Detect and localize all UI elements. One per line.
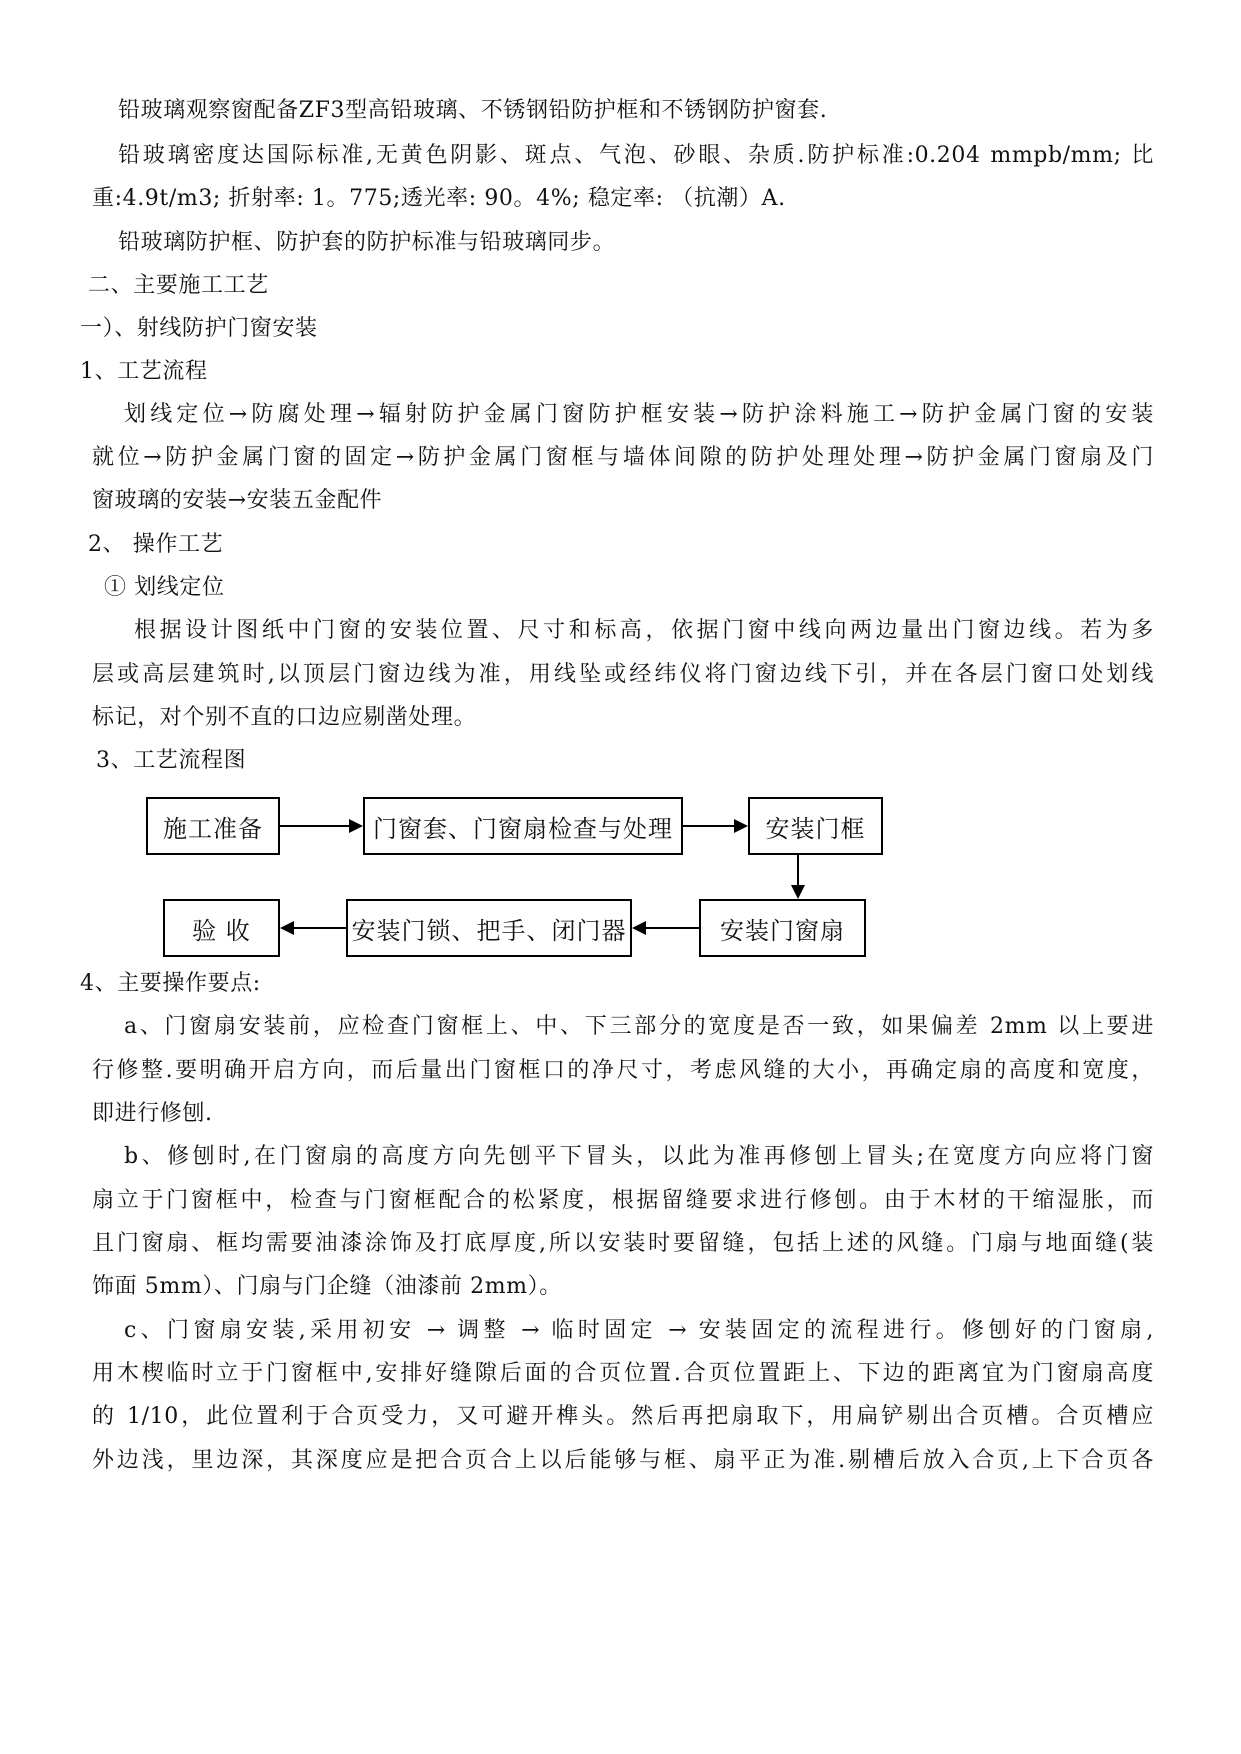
section-heading: 二、主要施工工艺 [88, 273, 269, 298]
paragraph-line: 层或高层建筑时,以顶层门窗边线为准，用线坠或经纬仪将门窗边线下引，并在各层门窗口处划线 [92, 662, 1154, 687]
flow-arrow [646, 927, 699, 929]
subsection-heading: ① 划线定位 [104, 575, 225, 600]
flow-box-install-sash: 安装门窗扇 [699, 899, 866, 957]
subsection-heading: 2、 操作工艺 [88, 532, 224, 557]
arrow-head-left-icon [280, 921, 294, 935]
paragraph-line: 铅玻璃密度达国际标准,无黄色阴影、斑点、气泡、砂眼、杂质.防护标准:0.204 mmpb/mm; 比 [118, 143, 1154, 168]
arrow-head-right-icon [734, 819, 748, 833]
paragraph-line: 铅玻璃观察窗配备ZF3型高铅玻璃、不锈钢铅防护框和不锈钢防护窗套. [118, 98, 828, 123]
paragraph-line: 即进行修刨. [92, 1101, 213, 1126]
flow-box-install-hardware: 安装门锁、把手、闭门器 [346, 899, 632, 957]
subsection-heading: 1、工艺流程 [80, 359, 208, 384]
flow-box-prepare: 施工准备 [146, 797, 280, 855]
paragraph-line: a、门窗扇安装前，应检查门窗框上、中、下三部分的宽度是否一致，如果偏差 2mm 以上要进 [124, 1014, 1154, 1039]
paragraph-line: 的 1/10，此位置利于合页受力，又可避开榫头。然后再把扇取下，用扁铲剔出合页槽。合页槽应 [92, 1404, 1154, 1429]
subsection-heading: 一）、射线防护门窗安装 [80, 316, 318, 341]
arrow-head-right-icon [349, 819, 363, 833]
paragraph-line: 外边浅，里边深，其深度应是把合页合上以后能够与框、扇平正为准.剔槽后放入合页,上下合页各 [92, 1448, 1154, 1473]
subsection-heading: 4、主要操作要点: [80, 971, 261, 996]
flow-box-acceptance: 验 收 [163, 899, 280, 957]
paragraph-line: 且门窗扇、框均需要油漆涂饰及打底厚度,所以安装时要留缝，包括上述的风缝。门扇与地面缝(装 [92, 1231, 1154, 1256]
paragraph-line: 划线定位→防腐处理→辐射防护金属门窗防护框安装→防护涂料施工→防护金属门窗的安装 [124, 402, 1154, 427]
flow-box-install-frame: 安装门框 [748, 797, 883, 855]
subsection-heading: 3、工艺流程图 [96, 748, 247, 773]
paragraph-line: 铅玻璃防护框、防护套的防护标准与铅玻璃同步。 [118, 230, 616, 255]
flow-arrow [683, 825, 734, 827]
flow-arrow [294, 927, 346, 929]
paragraph-line: 就位→防护金属门窗的固定→防护金属门窗框与墙体间隙的防护处理处理→防护金属门窗扇及门 [92, 445, 1154, 470]
arrow-head-left-icon [632, 921, 646, 935]
paragraph-line: 根据设计图纸中门窗的安装位置、尺寸和标高，依据门窗中线向两边量出门窗边线。若为多 [134, 618, 1154, 643]
flow-arrow [797, 855, 799, 885]
arrow-head-down-icon [791, 885, 805, 899]
paragraph-line: 重:4.9t/m3; 折射率: 1。775;透光率: 90。4%; 稳定率: （抗潮）A. [92, 186, 786, 211]
paragraph-line: b、修刨时,在门窗扇的高度方向先刨平下冒头，以此为准再修刨上冒头;在宽度方向应将门窗 [124, 1144, 1154, 1169]
paragraph-line: c、门窗扇安装,采用初安 → 调整 → 临时固定 → 安装固定的流程进行。修刨好的门窗扇, [124, 1318, 1154, 1343]
flow-box-inspect: 门窗套、门窗扇检查与处理 [363, 797, 683, 855]
paragraph-line: 标记，对个别不直的口边应剔凿处理。 [92, 705, 477, 730]
paragraph-line: 用木楔临时立于门窗框中,安排好缝隙后面的合页位置.合页位置距上、下边的距离宜为门窗扇高度 [92, 1361, 1154, 1386]
flow-arrow [280, 825, 350, 827]
paragraph-line: 窗玻璃的安装→安装五金配件 [92, 488, 383, 513]
paragraph-line: 行修整.要明确开启方向，而后量出门窗框口的净尺寸，考虑风缝的大小，再确定扇的高度和宽度， [92, 1058, 1154, 1083]
paragraph-line: 饰面 5mm）、门扇与门企缝（油漆前 2mm）。 [92, 1274, 562, 1299]
paragraph-line: 扇立于门窗框中，检查与门窗框配合的松紧度，根据留缝要求进行修刨。由于木材的干缩湿胀，而 [92, 1188, 1154, 1213]
